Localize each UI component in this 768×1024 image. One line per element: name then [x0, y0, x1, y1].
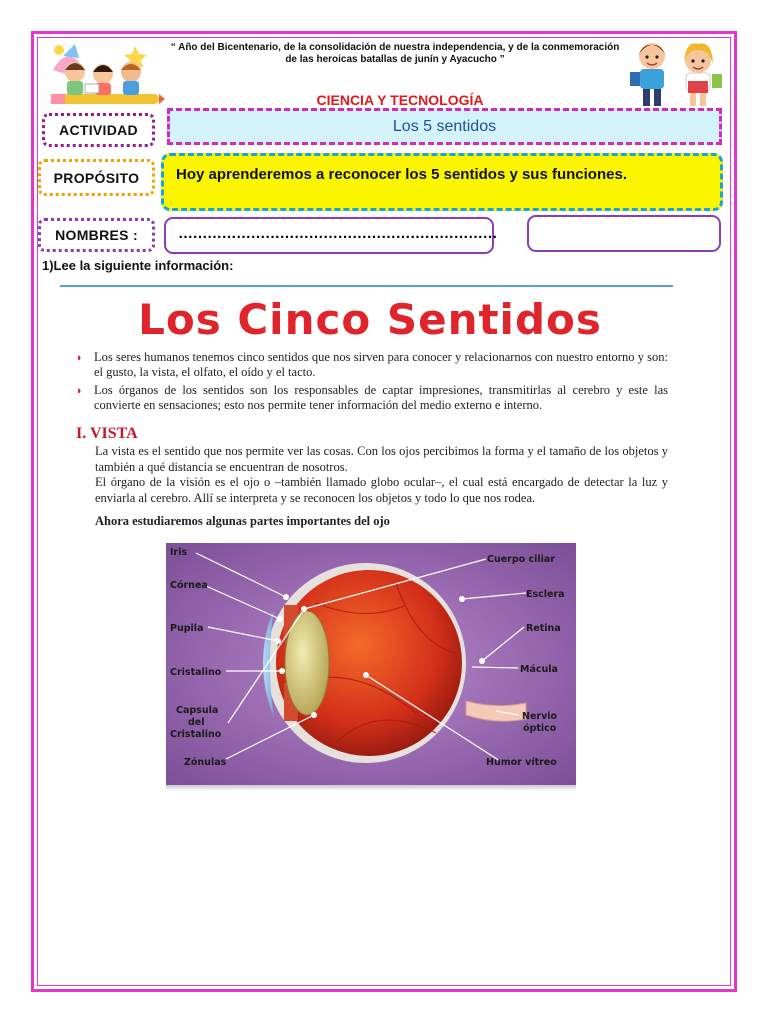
- intro-bullets: [76, 350, 668, 416]
- bullet-item: [76, 383, 668, 413]
- extra-input-box[interactable]: [527, 215, 721, 252]
- names-label: NOMBRES :: [38, 218, 155, 252]
- purpose-value: Hoy aprenderemos a reconocer los 5 sentidos y sus funciones.: [161, 153, 723, 211]
- section-paragraph: El órgano de la visión es el ojo o –también llamado globo ocular–, el cual está encargado de detectar la luz y enviarla al cerebro. Allí se interpreta y se reconocen los objetos y todo lo que nos rodea.: [95, 475, 668, 505]
- names-input[interactable]: …………………………………………………………: [164, 217, 494, 254]
- bicentennial-motto: [170, 42, 620, 66]
- label-zonulas: Zónulas: [184, 757, 227, 768]
- bullet-marker-icon: ◗: [76, 352, 83, 364]
- section-heading: I. VISTA: [76, 425, 138, 442]
- activity-value: Los 5 sentidos: [167, 108, 722, 145]
- label-cornea: Córnea: [170, 580, 208, 591]
- kids-reading-illustration: [45, 36, 165, 110]
- label-pupila: Pupila: [170, 623, 204, 634]
- bullet-text: Los órganos de los sentidos son los responsables de captar impresiones, transmitirlas al cerebro y este las convierte en sensaciones; esto nos permite tener información del medio externo e interno.: [94, 383, 668, 412]
- section-paragraph: La vista es el sentido que nos permite ver las cosas. Con los ojos percibimos la forma y el tamaño de los objetos y también a qué distancia se encuentran de nosotros.: [95, 444, 668, 474]
- label-retina: Retina: [526, 623, 561, 634]
- label-cristalino: Cristalino: [170, 667, 222, 678]
- motto-line-1: “ Año del Bicentenario, de la consolidación de nuestra independencia, y de la conmemoración: [170, 42, 620, 53]
- bullet-item: [76, 350, 668, 380]
- label-cuerpo-ciliar: Cuerpo ciliar: [487, 554, 555, 565]
- label-macula: Mácula: [520, 664, 558, 675]
- label-iris: Iris: [170, 547, 188, 558]
- eye-anatomy-diagram: [166, 543, 576, 787]
- activity-label: ACTIVIDAD: [42, 113, 155, 147]
- article-title: Los Cinco Sentidos: [138, 295, 602, 344]
- bullet-text: Los seres humanos tenemos cinco sentidos que nos sirven para conocer y relacionarnos con nuestro entorno y son: el gusto, la vista, el olfato, el oído y el tacto.: [94, 350, 668, 379]
- divider-line: [60, 285, 673, 287]
- label-esclera: Esclera: [526, 589, 565, 600]
- label-nervio: Nervio: [522, 711, 558, 722]
- label-capsula-line3: Cristalino: [170, 729, 222, 740]
- kids-students-illustration: [616, 36, 730, 108]
- purpose-label: PROPÓSITO: [38, 159, 155, 196]
- motto-line-2: de las heroicas batallas de junín y Ayacucho ”: [285, 54, 505, 65]
- subject-title: CIENCIA Y TECNOLOGÍA: [316, 92, 484, 108]
- bullet-marker-icon: ◗: [76, 385, 83, 397]
- label-capsula-line2: del: [188, 717, 205, 728]
- label-humor-vitreo: Humor vítreo: [486, 757, 557, 768]
- diagram-shadow: [166, 785, 576, 791]
- label-optico: óptico: [523, 723, 557, 734]
- instruction-text: 1)Lee la siguiente información:: [42, 258, 234, 273]
- label-capsula-line1: Capsula: [176, 705, 219, 716]
- section-subheading: Ahora estudiaremos algunas partes importantes del ojo: [95, 514, 390, 528]
- section-body: [95, 444, 668, 506]
